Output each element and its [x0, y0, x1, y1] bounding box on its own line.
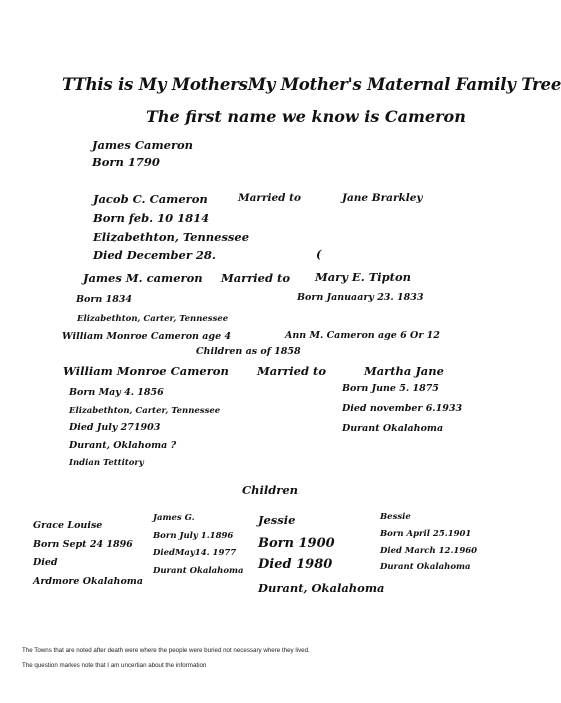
gen4-born: Born May 4. 1856 [69, 387, 164, 398]
gen3-child1: William Monroe Cameron age 4 [62, 331, 232, 342]
gen3-born: Born 1834 [76, 294, 133, 305]
children-heading: Children [242, 483, 299, 497]
child-died: Died March 12.1960 [380, 546, 478, 556]
gen2-mark: ( [316, 247, 322, 261]
gen4-died: Died July 271903 [69, 422, 161, 433]
child-died: DiedMay14. 1977 [153, 548, 237, 558]
gen2-spouse: Jane Brarkley [342, 192, 423, 204]
child-place: Durant Okalahoma [153, 566, 244, 576]
gen4-territory: Indian Tettitory [69, 458, 144, 468]
gen4-name: William Monroe Cameron [63, 364, 229, 378]
gen4-place: Elizabethton, Carter, Tennessee [69, 406, 221, 416]
child-name: Jessie [258, 513, 296, 527]
child-place: Durant, Okalahoma [258, 581, 385, 595]
footnote-burial: The Towns that are noted after death were where the people were buried not necessary where they lived. [22, 647, 310, 654]
gen2-born: Born feb. 10 1814 [93, 211, 210, 225]
page-title: TThis is My MothersMy Mother's Maternal Family Tree [62, 75, 561, 94]
child-born: Born April 25.1901 [380, 529, 472, 539]
child-place: Ardmore Okalahoma [33, 576, 143, 587]
gen4-death-place: Durant, Oklahoma ? [69, 440, 177, 451]
gen2-place: Elizabethton, Tennessee [93, 230, 250, 244]
gen3-spouse-born: Born Januaary 23. 1833 [297, 292, 424, 303]
gen2-name: Jacob C. Cameron [93, 192, 208, 206]
gen3-name: James M. cameron [83, 271, 203, 285]
gen3-children-note: Children as of 1858 [196, 346, 301, 357]
child-name: Bessie [380, 512, 411, 522]
gen2-died: Died December 28. [93, 248, 216, 262]
gen3-spouse: Mary E. Tipton [315, 270, 412, 284]
gen4-spouse-place: Durant Okalahoma [342, 423, 444, 434]
child-name: Grace Louise [33, 520, 103, 531]
gen4-married: Married to [257, 364, 327, 378]
gen4-spouse-born: Born June 5. 1875 [342, 383, 439, 394]
child-died: Died 1980 [258, 557, 333, 572]
child-born: Born 1900 [258, 536, 335, 551]
child-born: Born Sept 24 1896 [33, 539, 133, 550]
gen4-spouse-died: Died november 6.1933 [342, 403, 463, 414]
child-name: James G. [153, 513, 195, 523]
gen2-married: Married to [238, 192, 302, 204]
child-place: Durant Okalahoma [380, 562, 471, 572]
gen4-spouse: Martha Jane [364, 364, 444, 378]
child-died: Died [33, 557, 58, 568]
child-born: Born July 1.1896 [153, 531, 234, 541]
page-subtitle: The first name we know is Cameron [146, 107, 466, 126]
gen3-married: Married to [221, 271, 291, 285]
gen1-born: Born 1790 [92, 155, 160, 169]
gen3-place: Elizabethton, Carter, Tennessee [77, 314, 229, 324]
gen1-name: James Cameron [92, 138, 194, 152]
footnote-uncertain: The question markes note that I am uncertian about the information [22, 662, 207, 669]
gen3-child2: Ann M. Cameron age 6 Or 12 [285, 330, 440, 341]
